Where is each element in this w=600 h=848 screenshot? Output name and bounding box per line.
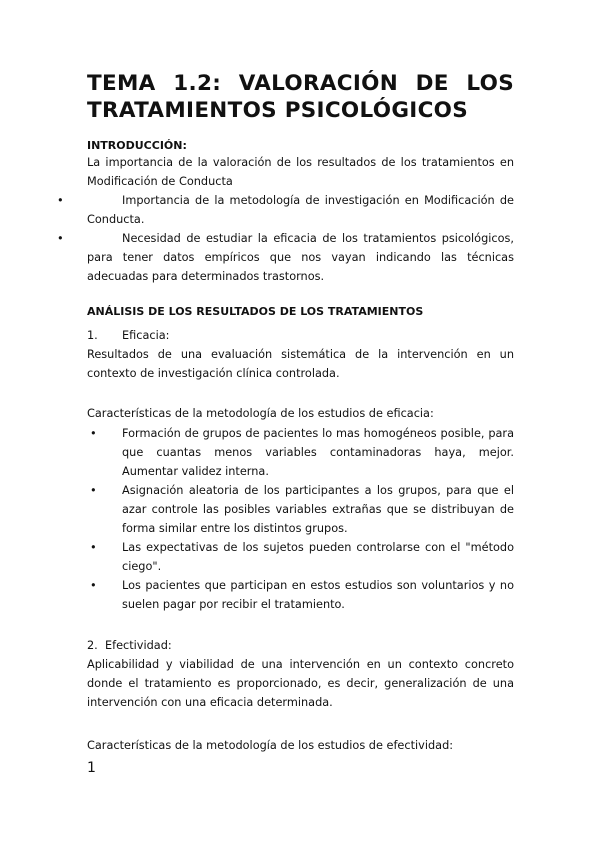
page-title <box>87 70 514 124</box>
list-item <box>87 576 514 614</box>
efficacy-text: Resultados de una evaluación sistemática de la intervención en un contexto de investigación clínica controlada. <box>87 348 514 380</box>
intro-heading: INTRODUCCIÓN: <box>87 139 187 152</box>
page-number: 1 <box>87 760 96 776</box>
list-item <box>87 538 514 576</box>
bullet-text: Los pacientes que participan en estos estudios son voluntarios y no suelen pagar por recibir el tratamiento. <box>122 579 514 611</box>
bullet-icon: • <box>90 484 97 497</box>
efficacy-characteristics: Características de la metodología de los estudios de eficacia: <box>87 407 434 420</box>
title-line-2: TRATAMIENTOS PSICOLÓGICOS <box>87 98 469 123</box>
intro-bullet <box>57 191 514 229</box>
title-line-1: TEMA 1.2: VALORACIÓN DE LOS <box>87 71 514 96</box>
bullet-text: Las expectativas de los sujetos pueden controlarse con el "método ciego". <box>122 541 514 573</box>
bullet-text: Formación de grupos de pacientes lo mas homogéneos posible, para que cuantas menos variables contaminadoras haya, mejor. Aumentar validez interna. <box>122 427 514 478</box>
section-label: Eficacia: <box>122 329 170 342</box>
list-item <box>87 481 514 538</box>
efficacy-heading <box>87 326 514 345</box>
intro-text: La importancia de la valoración de los resultados de los tratamientos en Modificación de Conducta <box>87 156 514 188</box>
bullet-text: Importancia de la metodología de investigación en Modificación de Conducta. <box>87 194 514 226</box>
effectiveness-text: Aplicabilidad y viabilidad de una intervención en un contexto concreto donde el tratamiento es proporcionado, es decir, generalización de una intervención con una eficacia determinada. <box>87 658 514 709</box>
bullet-icon: • <box>90 427 97 440</box>
list-item <box>87 424 514 481</box>
bullet-text: Necesidad de estudiar la eficacia de los tratamientos psicológicos, para tener datos empíricos que nos vayan indicando las técnicas adecuadas para determinados trastornos. <box>87 232 514 283</box>
intro-bullet <box>57 229 514 286</box>
bullet-text: Asignación aleatoria de los participantes a los grupos, para que el azar controle las posibles variables extrañas que se distribuyan de forma similar entre los distintos grupos. <box>122 484 514 535</box>
section-number: 1. <box>87 329 98 342</box>
bullet-icon: • <box>90 579 97 592</box>
bullet-icon: • <box>57 232 64 245</box>
bullet-icon: • <box>90 541 97 554</box>
bullet-icon: • <box>57 194 64 207</box>
effectiveness-characteristics: Características de la metodología de los estudios de efectividad: <box>87 739 454 752</box>
efficacy-bullet-list <box>87 424 514 614</box>
analysis-heading: ANÁLISIS DE LOS RESULTADOS DE LOS TRATAMIENTOS <box>87 305 424 318</box>
effectiveness-heading: 2. Efectividad: <box>87 639 172 652</box>
